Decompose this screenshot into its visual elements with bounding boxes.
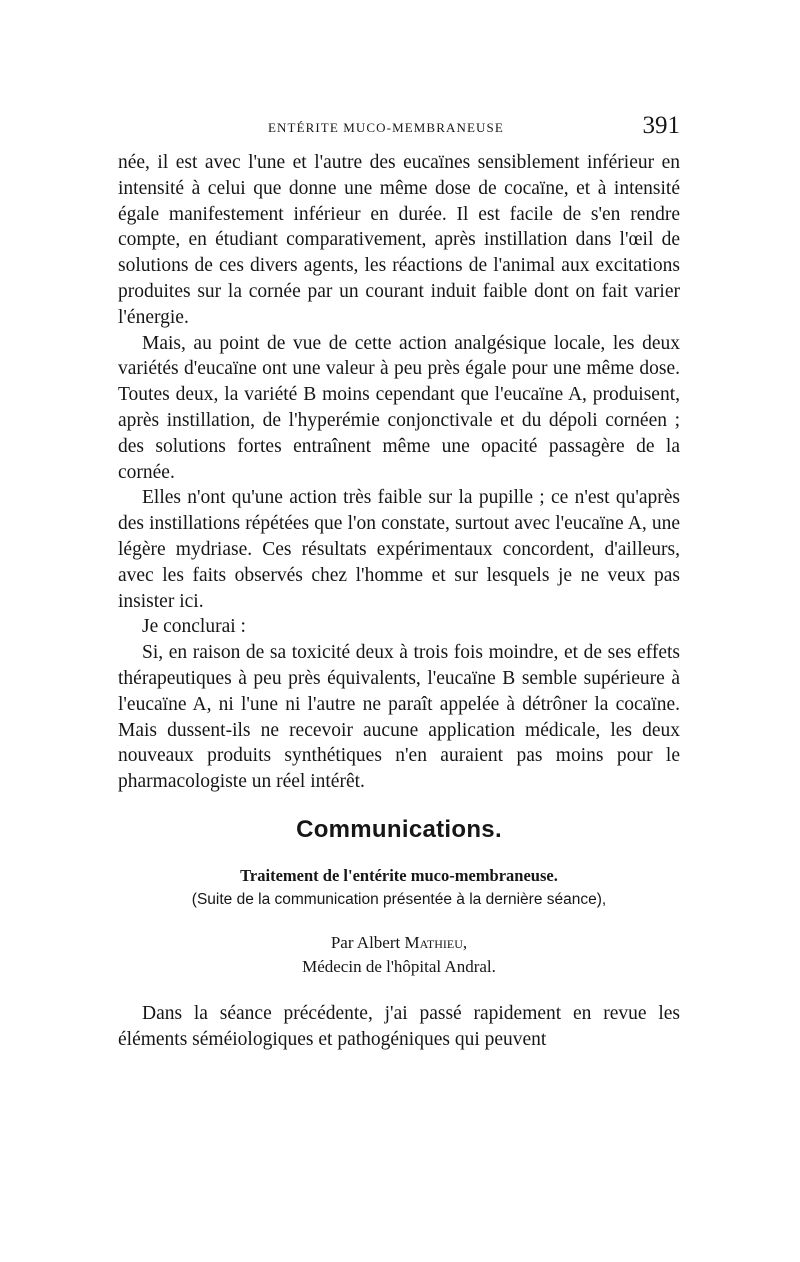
article-body (118, 1001, 680, 1053)
paragraph-analgesic-action: Mais, au point de vue de cette action analgésique locale, les deux variétés d'eucaïne ont une valeur à peu près égale pour une même dose. Toutes deux, la variété B moins cependant que l'eucaïne A, produisent, après instillation, de l'hyperémie conjonctivale et du dépoli cornéen ; des solutions fortes entraînent même une opacité passagère de la cornée. (118, 332, 680, 483)
paragraph-continuation: née, il est avec l'une et l'autre des eucaïnes sensiblement inférieur en intensité à celui que donne une même dose de cocaïne, et à intensité égale manifestement inférieur en durée. Il est facile de s'en rendre compte, en étudiant comparativement, après instillation dans l'œil de solutions de ces divers agents, les réactions de l'animal aux excitations produites sur la cornée par un courant induit faible dont on fait varier l'énergie. (118, 152, 680, 328)
article-title: Traitement de l'entérite muco-membraneuse. (240, 865, 558, 885)
author-affiliation: Médecin de l'hôpital Andral. (302, 956, 496, 976)
page-number: 391 (642, 112, 680, 139)
paragraph-conclusion: Si, en raison de sa toxicité deux à trois fois moindre, et de ses effets thérapeutiques à peu près équivalents, l'eucaïne B semble supérieure à l'eucaïne A, ni l'une ni l'autre ne paraît appelée à détrôner la cocaïne. Mais dussent-ils ne recevoir aucune application médicale, les deux nouveaux produits synthétiques n'en auraient pas moins pour le pharmacologiste un réel intérêt. (118, 642, 680, 793)
section-heading: Communications. (296, 815, 502, 843)
author-suffix: , (462, 932, 468, 952)
paragraph-conclusion-lead: Je conclurai : (142, 616, 246, 638)
book-page (118, 112, 680, 1053)
running-head (118, 112, 680, 150)
author-prefix: Par Albert (330, 932, 405, 952)
author-line (118, 931, 680, 955)
author-surname: Mathieu (404, 932, 463, 952)
article-subtitle: (Suite de la communication présentée à la dernière séance), (191, 890, 607, 908)
paragraph-pupil-action: Elles n'ont qu'une action très faible sur la pupille ; ce n'est qu'après des instillations répétées que l'on constate, surtout avec l'eucaïne A, une légère mydriase. Ces résultats expérimentaux concordent, d'ailleurs, avec les faits observés chez l'homme et sur lesquels je ne veux pas insister ici. (118, 487, 680, 612)
paragraph-article-opening: Dans la séance précédente, j'ai passé rapidement en revue les éléments séméiologiques et pathogéniques qui peuvent (118, 1002, 680, 1050)
running-title: ENTÉRITE MUCO-MEMBRANEUSE (268, 120, 504, 135)
body-text (118, 150, 680, 795)
